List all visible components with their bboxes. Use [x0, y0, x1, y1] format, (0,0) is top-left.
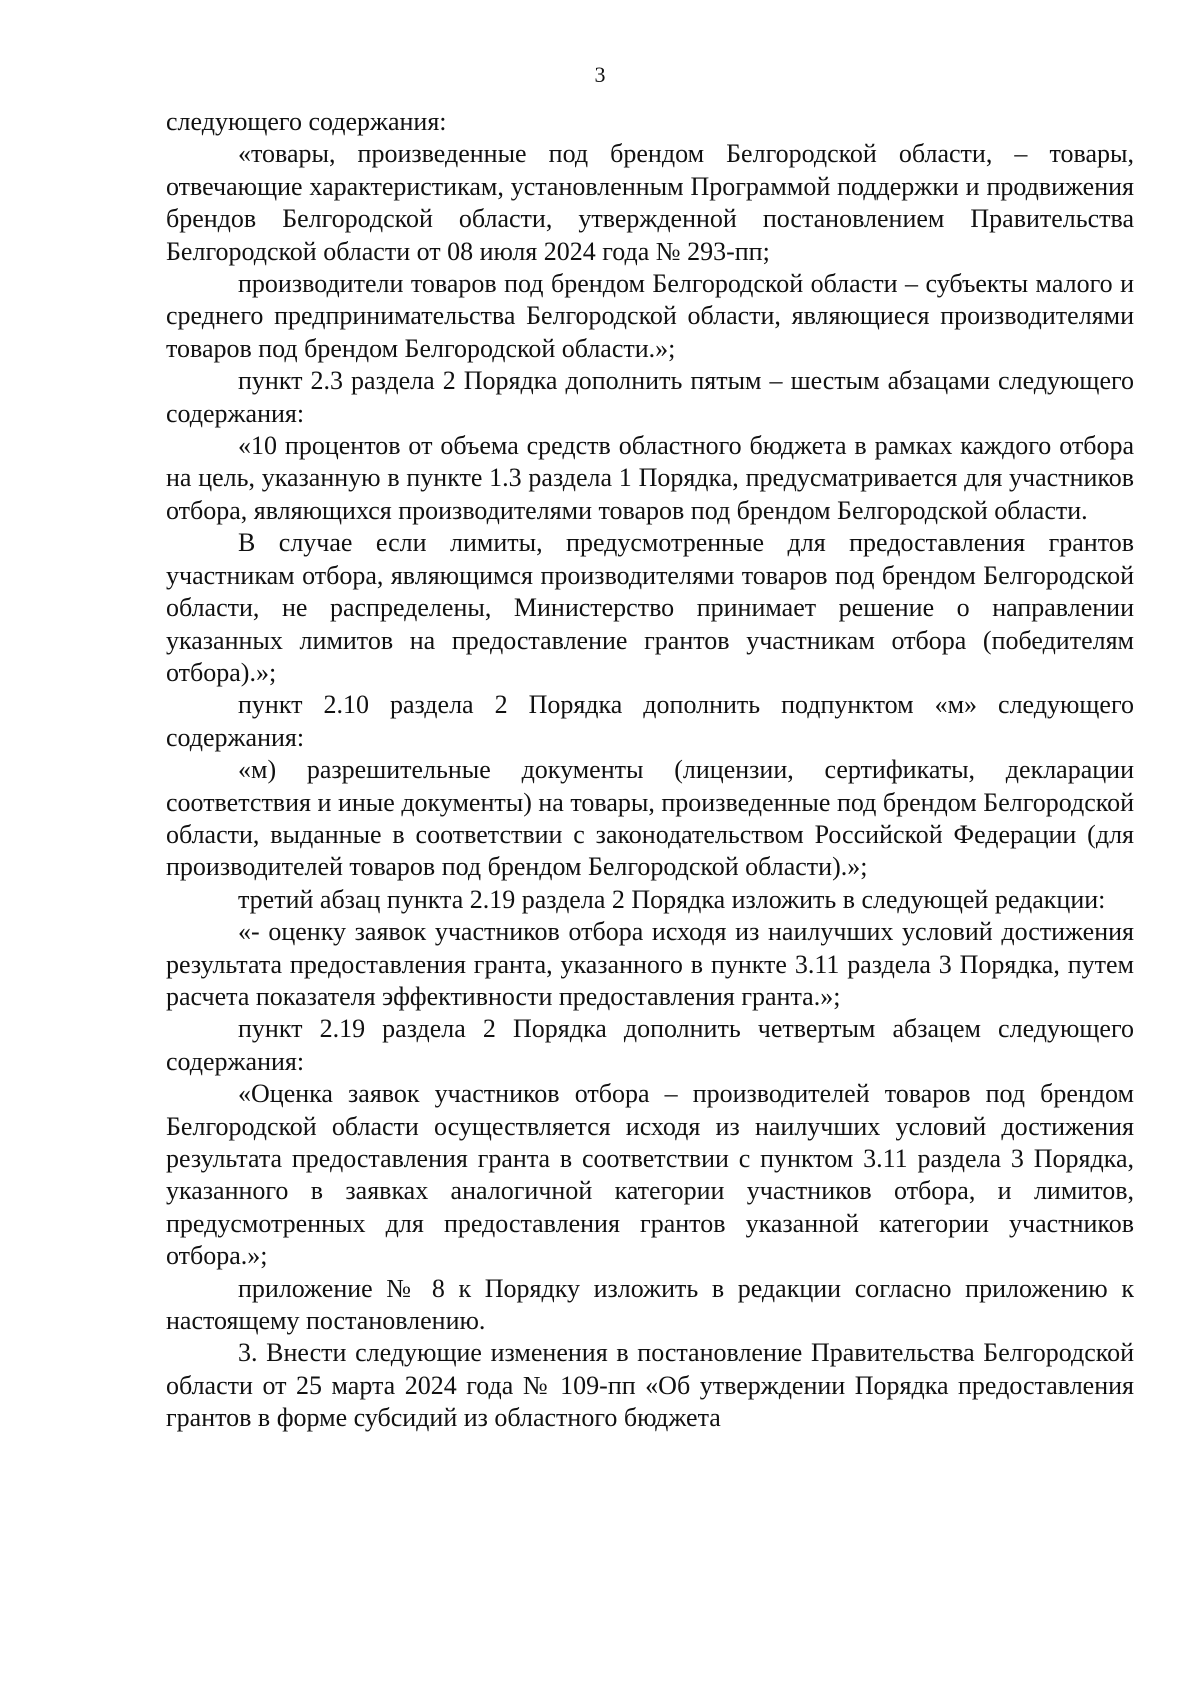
- paragraph-producers-evaluation: «Оценка заявок участников отбора – производителей товаров под брендом Белгородской области осуществляется исходя из наилучших условий достижения результата предоставления гранта в соответствии с пунктом 3.11 раздела 3 Порядка, указанного в заявках аналогичной категории участников отбора, и лимитов, предусмотренных для предоставления грантов указанной категории участников отбора.»;: [166, 1079, 1134, 1271]
- paragraph-definition-branded-goods: «товары, произведенные под брендом Белгородской области, – товары, отвечающие характеристикам, установленным Программой поддержки и продвижения брендов Белгородской области, утвержденной постановлением Правительства Белгородской области от 08 июля 2024 года № 293-пп;: [166, 139, 1134, 266]
- document-body: [166, 106, 1134, 1435]
- paragraph-ten-percent: «10 процентов от объема средств областного бюджета в рамках каждого отбора на цель, указанную в пункте 1.3 раздела 1 Порядка, предусматривается для участников отбора, являющихся производителями товаров под брендом Белгородской области.: [166, 431, 1134, 525]
- page-number: 3: [594, 62, 606, 87]
- paragraph-amend-2-19-fourth: пункт 2.19 раздела 2 Порядка дополнить четвертым абзацем следующего содержания:: [166, 1014, 1134, 1076]
- paragraph-evaluation: «- оценку заявок участников отбора исходя из наилучших условий достижения результата предоставления гранта, указанного в пункте 3.11 раздела 3 Порядка, путем расчета показателя эффективности предоставления гранта.»;: [166, 917, 1134, 1011]
- paragraph-subitem-m: «м) разрешительные документы (лицензии, сертификаты, декларации соответствия и иные документы) на товары, произведенные под брендом Белгородской области, выданные в соответствии с законодательством Российской Федерации (для производителей товаров под брендом Белгородской области).»;: [166, 755, 1134, 882]
- paragraph-definition-producers: производители товаров под брендом Белгородской области – субъекты малого и среднего предпринимательства Белгородской области, являющиеся производителями товаров под брендом Белгородской области.»;: [166, 269, 1134, 363]
- paragraph-appendix-8: приложение № 8 к Порядку изложить в редакции согласно приложению к настоящему постановлению.: [166, 1273, 1134, 1336]
- paragraph-amend-2-19-third: третий абзац пункта 2.19 раздела 2 Порядка изложить в следующей редакции:: [238, 884, 1106, 914]
- paragraph-amend-2-10: пункт 2.10 раздела 2 Порядка дополнить подпунктом «м» следующего содержания:: [166, 690, 1134, 752]
- paragraph-limits: В случае если лимиты, предусмотренные для предоставления грантов участникам отбора, являющимся производителями товаров под брендом Белгородской области, не распределены, Министерство принимает решение о направлении указанных лимитов на предоставление грантов участникам отбора (победителям отбора).»;: [166, 528, 1134, 687]
- paragraph-amend-2-3: пункт 2.3 раздела 2 Порядка дополнить пятым – шестым абзацами следующего содержания:: [166, 366, 1134, 428]
- paragraph-continuation: следующего содержания:: [166, 107, 447, 136]
- paragraph-section-3: 3. Внести следующие изменения в постановление Правительства Белгородской области от 25 марта 2024 года № 109-пп «Об утверждении Порядка предоставления грантов в форме субсидий из областного бюджета: [166, 1338, 1134, 1433]
